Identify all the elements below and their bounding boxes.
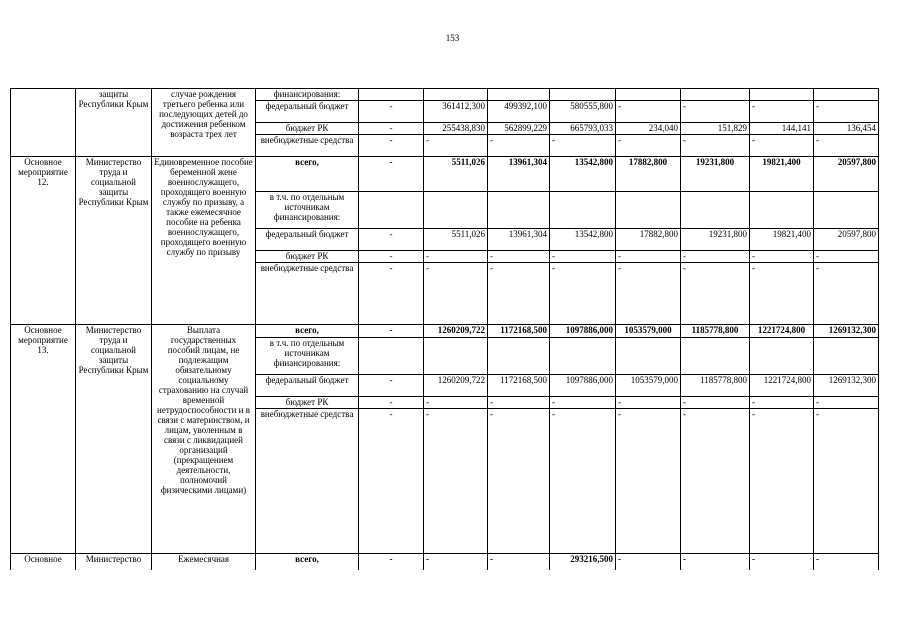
description-cell: Выплата государственных пособий лицам, не подлежащим обязательному социальному страхованию на случай временной нетрудоспособности и в связи с материнством, и лицам, уволенным в связи с ликвидацией организаций (прекращением деятельности, полномочий физическими лицами) <box>152 325 256 554</box>
year-value-cell: - <box>750 409 814 554</box>
year-value-cell <box>488 89 550 101</box>
year-value-cell: - <box>814 101 879 123</box>
measure-cell: Основное мероприятие 12. <box>11 157 76 325</box>
year-value-cell: 151,829 <box>681 123 750 135</box>
year-value-cell: - <box>616 409 681 554</box>
total-cell: - <box>359 229 424 251</box>
year-value-cell <box>681 338 750 375</box>
total-cell: - <box>359 157 424 192</box>
funding-source-cell: внебюджетные средства <box>256 135 359 157</box>
year-value-cell: - <box>616 251 681 263</box>
year-value-cell: 1269132,300 <box>814 375 879 397</box>
total-cell: - <box>359 101 424 123</box>
year-value-cell: - <box>681 251 750 263</box>
year-value-cell: - <box>616 263 681 325</box>
year-value-cell: 136,454 <box>814 123 879 135</box>
year-value-cell: - <box>814 263 879 325</box>
year-value-cell: 1185778,800 <box>681 325 750 338</box>
year-value-cell: - <box>616 554 681 570</box>
funding-source-cell: всего, <box>256 157 359 192</box>
year-value-cell: 665793,033 <box>550 123 616 135</box>
year-value-cell: - <box>681 397 750 409</box>
executor-cell: защиты Республики Крым <box>76 89 152 157</box>
year-value-cell <box>424 192 488 229</box>
total-cell: - <box>359 325 424 338</box>
total-cell: - <box>359 263 424 325</box>
description-cell: случае рождения третьего ребенка или последующих детей до достижения ребенком возраста трех лет <box>152 89 256 157</box>
year-value-cell <box>616 89 681 101</box>
year-value-cell <box>750 89 814 101</box>
year-value-cell: 19821,400 <box>750 157 814 192</box>
year-value-cell: 19231,800 <box>681 229 750 251</box>
year-value-cell: 17882,800 <box>616 157 681 192</box>
executor-cell: Министерство <box>76 554 152 570</box>
year-value-cell: 1172168,500 <box>488 325 550 338</box>
year-value-cell: 17882,800 <box>616 229 681 251</box>
table-row <box>11 554 879 570</box>
year-value-cell: 1097886,000 <box>550 375 616 397</box>
funding-source-cell: федеральный бюджет <box>256 375 359 397</box>
year-value-cell <box>616 192 681 229</box>
year-value-cell <box>550 338 616 375</box>
funding-source-cell: внебюджетные средства <box>256 409 359 554</box>
year-value-cell: 13542,800 <box>550 157 616 192</box>
year-value-cell: - <box>750 263 814 325</box>
table-row <box>11 325 879 338</box>
total-cell <box>359 89 424 101</box>
year-value-cell: 13961,304 <box>488 229 550 251</box>
year-value-cell: - <box>681 554 750 570</box>
year-value-cell: - <box>488 135 550 157</box>
funding-source-cell: федеральный бюджет <box>256 101 359 123</box>
year-value-cell: - <box>681 135 750 157</box>
year-value-cell: 580555,800 <box>550 101 616 123</box>
year-value-cell: - <box>750 554 814 570</box>
year-value-cell: - <box>681 409 750 554</box>
measure-cell <box>11 89 76 157</box>
year-value-cell: 1097886,000 <box>550 325 616 338</box>
year-value-cell: 1260209,722 <box>424 325 488 338</box>
year-value-cell: - <box>750 397 814 409</box>
year-value-cell: - <box>488 263 550 325</box>
total-cell: - <box>359 409 424 554</box>
year-value-cell: - <box>488 554 550 570</box>
funding-source-cell: в т.ч. по отдельным источникам финансирования: <box>256 192 359 229</box>
funding-source-cell: федеральный бюджет <box>256 229 359 251</box>
year-value-cell: - <box>814 397 879 409</box>
year-value-cell: - <box>550 397 616 409</box>
year-value-cell: 234,040 <box>616 123 681 135</box>
executor-cell: Министерство труда и социальной защиты Республики Крым <box>76 157 152 325</box>
year-value-cell: 1185778,800 <box>681 375 750 397</box>
total-cell <box>359 338 424 375</box>
year-value-cell: - <box>750 251 814 263</box>
year-value-cell <box>681 89 750 101</box>
year-value-cell: - <box>750 135 814 157</box>
table-row <box>11 157 879 192</box>
funding-source-cell: бюджет РК <box>256 251 359 263</box>
year-value-cell: - <box>681 263 750 325</box>
year-value-cell: - <box>814 251 879 263</box>
funding-source-cell: всего, <box>256 554 359 570</box>
total-cell: - <box>359 123 424 135</box>
year-value-cell <box>488 338 550 375</box>
total-cell <box>359 192 424 229</box>
year-value-cell: - <box>814 135 879 157</box>
year-value-cell: - <box>616 397 681 409</box>
year-value-cell: - <box>424 135 488 157</box>
table-row <box>11 89 879 101</box>
year-value-cell: - <box>814 554 879 570</box>
year-value-cell: 13961,304 <box>488 157 550 192</box>
year-value-cell: - <box>550 135 616 157</box>
page-number: 153 <box>445 33 460 43</box>
funding-source-cell: бюджет РК <box>256 397 359 409</box>
measure-cell: Основное мероприятие 13. <box>11 325 76 554</box>
year-value-cell <box>424 89 488 101</box>
year-value-cell: 562899,229 <box>488 123 550 135</box>
year-value-cell: - <box>550 263 616 325</box>
year-value-cell: 1260209,722 <box>424 375 488 397</box>
year-value-cell <box>616 338 681 375</box>
year-value-cell <box>550 192 616 229</box>
year-value-cell: 293216,500 <box>550 554 616 570</box>
year-value-cell: - <box>550 409 616 554</box>
year-value-cell: - <box>424 263 488 325</box>
year-value-cell: 1053579,000 <box>616 375 681 397</box>
year-value-cell: - <box>488 409 550 554</box>
funding-source-cell: внебюджетные средства <box>256 263 359 325</box>
year-value-cell <box>814 338 879 375</box>
description-cell: Ежемесячная <box>152 554 256 570</box>
total-cell: - <box>359 397 424 409</box>
year-value-cell: - <box>424 251 488 263</box>
funding-source-cell: всего, <box>256 325 359 338</box>
measure-cell: Основное <box>11 554 76 570</box>
year-value-cell: - <box>750 101 814 123</box>
year-value-cell: 5511,026 <box>424 157 488 192</box>
year-value-cell: 1269132,300 <box>814 325 879 338</box>
year-value-cell: - <box>550 251 616 263</box>
year-value-cell: 144,141 <box>750 123 814 135</box>
year-value-cell: 255438,830 <box>424 123 488 135</box>
year-value-cell: 1221724,800 <box>750 375 814 397</box>
total-cell: - <box>359 251 424 263</box>
year-value-cell <box>488 192 550 229</box>
year-value-cell <box>424 338 488 375</box>
year-value-cell <box>750 192 814 229</box>
year-value-cell <box>814 192 879 229</box>
year-value-cell <box>550 89 616 101</box>
total-cell: - <box>359 375 424 397</box>
funding-source-cell: бюджет РК <box>256 123 359 135</box>
year-value-cell <box>681 192 750 229</box>
year-value-cell: 5511,026 <box>424 229 488 251</box>
total-cell: - <box>359 554 424 570</box>
year-value-cell: 1053579,000 <box>616 325 681 338</box>
funding-source-cell: финансирования: <box>256 89 359 101</box>
year-value-cell: 1172168,500 <box>488 375 550 397</box>
year-value-cell: 499392,100 <box>488 101 550 123</box>
year-value-cell: - <box>814 409 879 554</box>
year-value-cell: 20597,800 <box>814 229 879 251</box>
year-value-cell: - <box>488 397 550 409</box>
year-value-cell: 20597,800 <box>814 157 879 192</box>
year-value-cell: 19821,400 <box>750 229 814 251</box>
year-value-cell <box>814 89 879 101</box>
year-value-cell: - <box>488 251 550 263</box>
year-value-cell: - <box>424 409 488 554</box>
executor-cell: Министерство труда и социальной защиты Республики Крым <box>76 325 152 554</box>
year-value-cell: - <box>424 554 488 570</box>
year-value-cell: - <box>616 101 681 123</box>
year-value-cell: 361412,300 <box>424 101 488 123</box>
total-cell: - <box>359 135 424 157</box>
year-value-cell: - <box>616 135 681 157</box>
year-value-cell: 19231,800 <box>681 157 750 192</box>
year-value-cell: - <box>681 101 750 123</box>
year-value-cell: 1221724,800 <box>750 325 814 338</box>
description-cell: Единовременное пособие беременной жене военнослужащего, проходящего военную службу по призыву, а также ежемесячное пособие на ребенка военнослужащего, проходящего военную службу по призыву <box>152 157 256 325</box>
budget-table <box>10 88 879 570</box>
funding-source-cell: в т.ч. по отдельным источникам финансирования: <box>256 338 359 375</box>
year-value-cell: - <box>424 397 488 409</box>
year-value-cell <box>750 338 814 375</box>
year-value-cell: 13542,800 <box>550 229 616 251</box>
